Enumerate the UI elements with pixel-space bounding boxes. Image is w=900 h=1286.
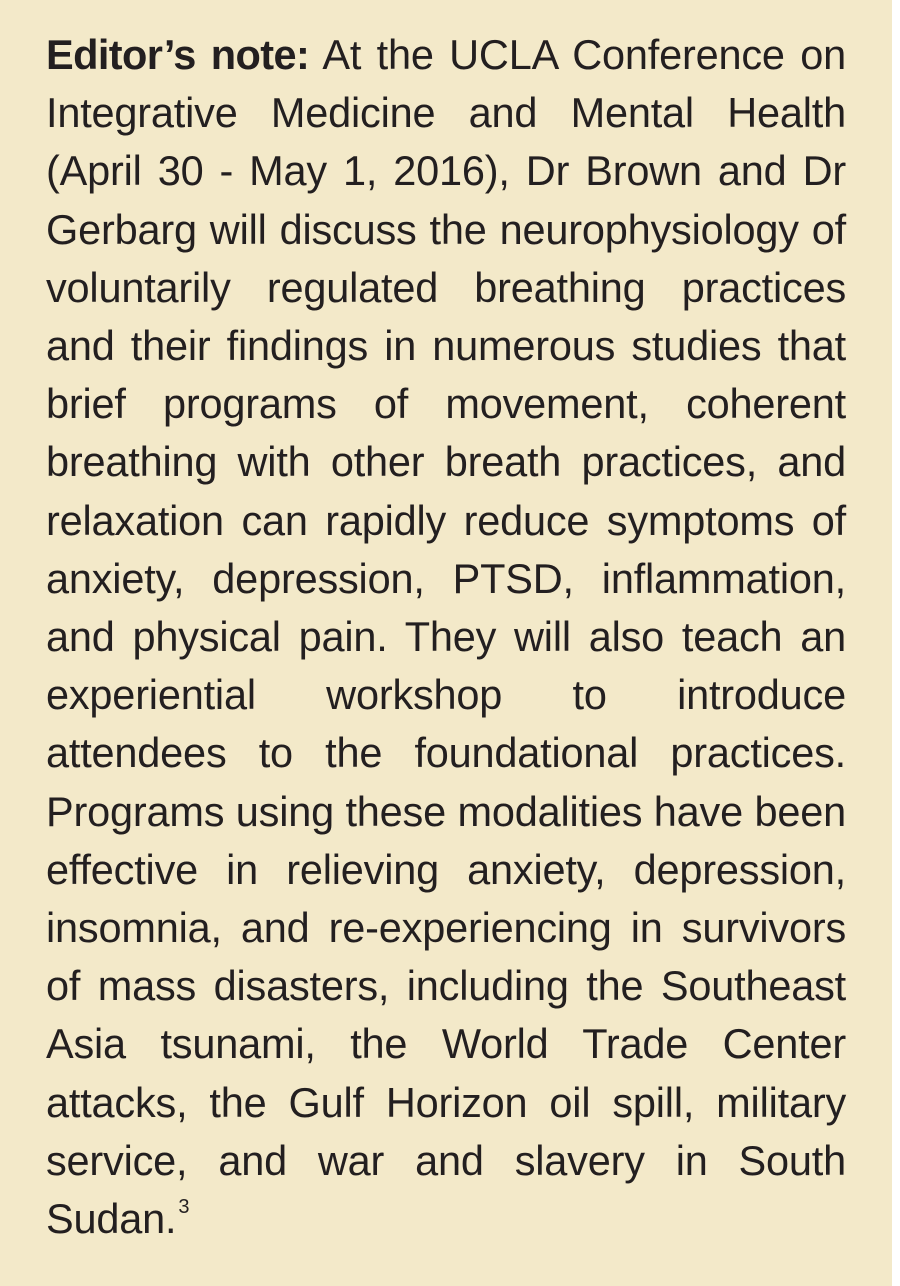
editors-note-text xyxy=(46,26,846,1248)
footnote-reference: 3 xyxy=(178,1196,190,1219)
editors-note-body: At the UCLA Conference on Integrative Medicine and Mental Health (April 30 - May 1, 2016), Dr Brown and Dr Gerbarg will discuss the neurophysiology of voluntarily regulated breathing practices and their findings in numerous studies that brief programs of movement, coherent breathing with other breath practices, and relaxation can rapidly reduce symptoms of anxiety, depression, PTSD, inflammation, and physical pain. They will also teach an experiential workshop to introduce attendees to the foundational practices. Programs using these modalities have been effective in relieving anxiety, depression, insomnia, and re-experiencing in survivors of mass disasters, including the Southeast Asia tsunami, the World Trade Center attacks, the Gulf Horizon oil spill, military service, and war and slavery in South Sudan. xyxy=(46,31,846,1243)
editors-note-lead: Editor’s note: xyxy=(46,31,310,78)
